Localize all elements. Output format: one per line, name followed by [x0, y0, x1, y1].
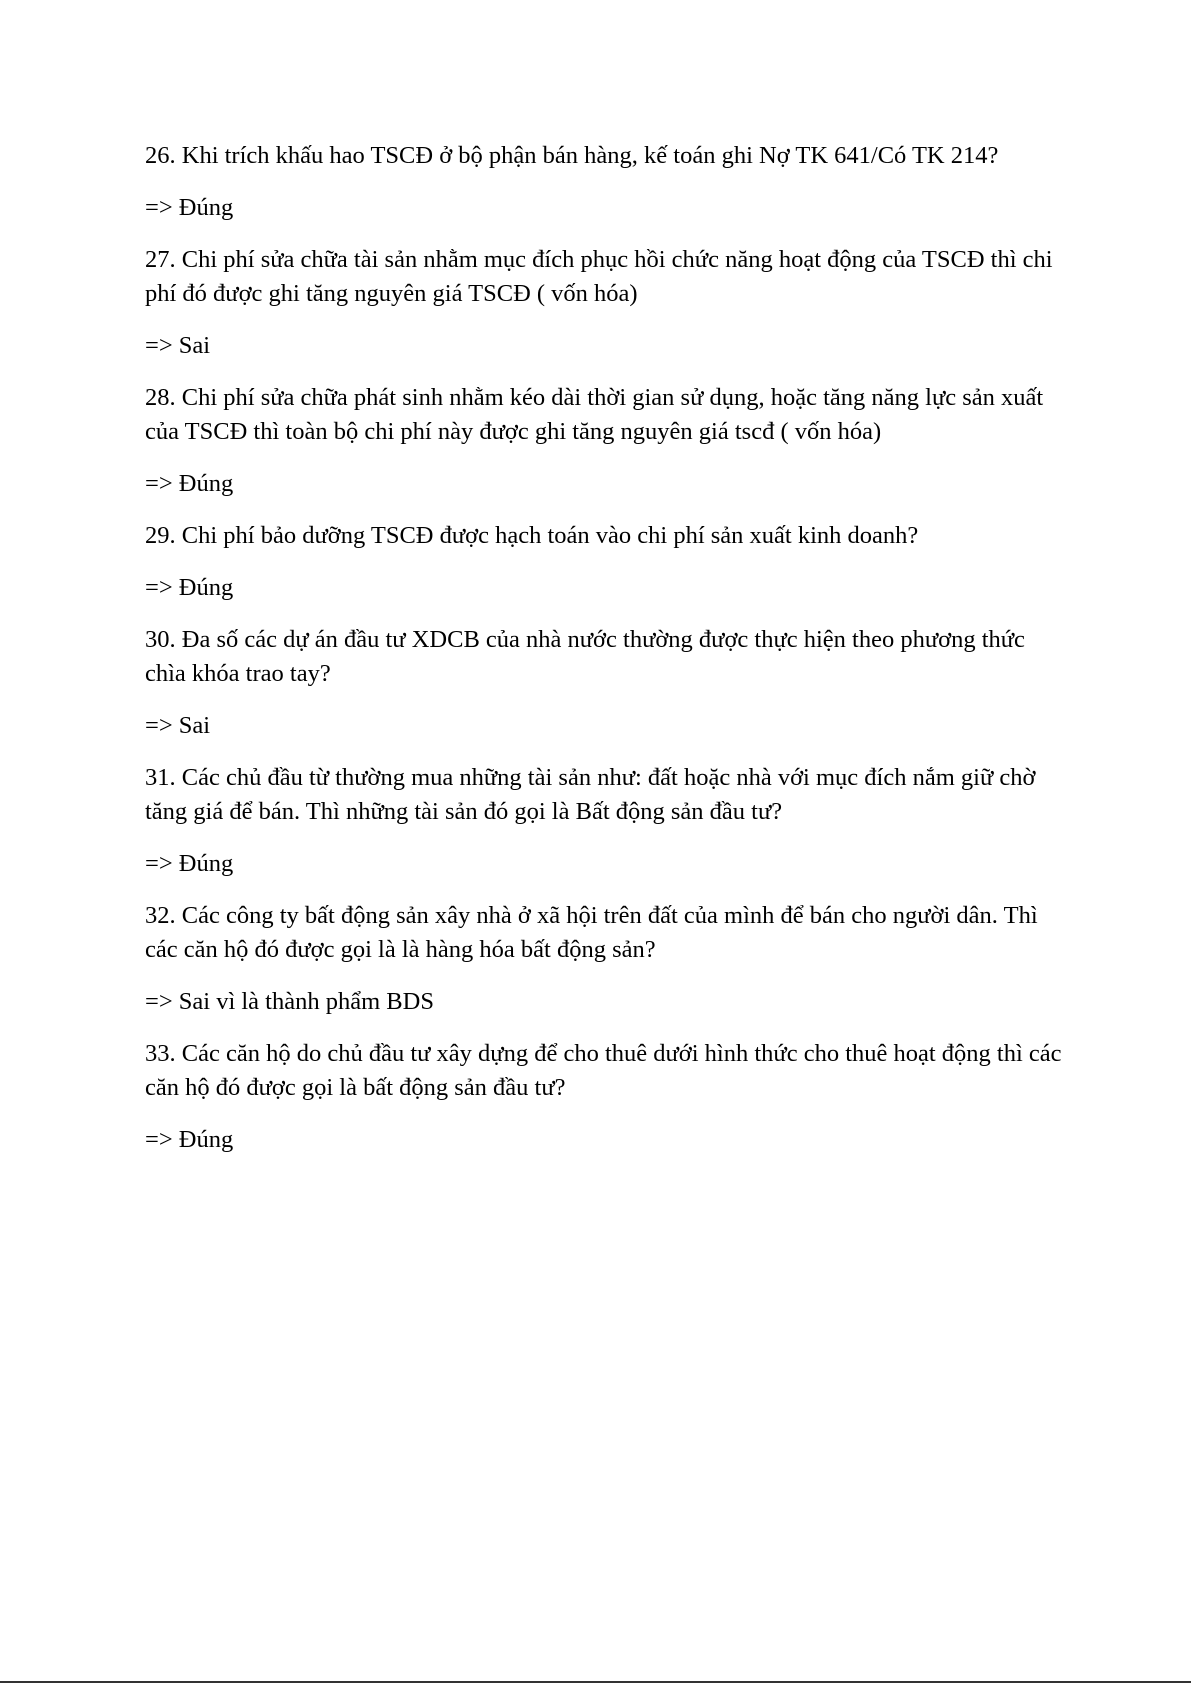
- answer-text: => Đúng: [145, 850, 234, 877]
- answer-text: => Sai vì là thành phẩm BDS: [145, 988, 434, 1015]
- question-text: 27. Chi phí sửa chữa tài sản nhằm mục đích phục hồi chức năng hoạt động của TSCĐ thì chi phí đó được ghi tăng nguyên giá TSCĐ ( vốn hóa): [145, 246, 1053, 307]
- qa-item-29: [145, 519, 1065, 605]
- answer-text: => Sai: [145, 332, 211, 359]
- answer-text: => Đúng: [145, 470, 234, 497]
- qa-item-28: [145, 381, 1065, 501]
- question-text: 33. Các căn hộ do chủ đầu tư xây dựng để cho thuê dưới hình thức cho thuê hoạt động thì các căn hộ đó được gọi là bất động sản đầu tư?: [145, 1040, 1062, 1101]
- qa-item-32: [145, 899, 1065, 1019]
- question-text: 31. Các chủ đầu từ thường mua những tài sản như: đất hoặc nhà với mục đích nắm giữ chờ tăng giá để bán. Thì những tài sản đó gọi là Bất động sản đầu tư?: [145, 764, 1036, 825]
- answer-text: => Sai: [145, 712, 211, 739]
- question-text: 28. Chi phí sửa chữa phát sinh nhằm kéo dài thời gian sử dụng, hoặc tăng năng lực sản xuất của TSCĐ thì toàn bộ chi phí này được ghi tăng nguyên giá tscđ ( vốn hóa): [145, 384, 1044, 445]
- qa-item-26: [145, 139, 1065, 225]
- document-page: [145, 139, 1065, 1175]
- qa-item-33: [145, 1037, 1065, 1157]
- qa-item-27: [145, 243, 1065, 363]
- question-text: 32. Các công ty bất động sản xây nhà ở xã hội trên đất của mình để bán cho người dân. Thì các căn hộ đó được gọi là là hàng hóa bất động sản?: [145, 902, 1038, 963]
- answer-text: => Đúng: [145, 574, 234, 601]
- question-text: 26. Khi trích khấu hao TSCĐ ở bộ phận bán hàng, kế toán ghi Nợ TK 641/Có TK 214?: [145, 142, 999, 169]
- answer-text: => Đúng: [145, 194, 234, 221]
- question-text: 30. Đa số các dự án đầu tư XDCB của nhà nước thường được thực hiện theo phương thức chìa khóa trao tay?: [145, 626, 1025, 687]
- page-bottom-divider: [0, 1681, 1191, 1683]
- question-text: 29. Chi phí bảo dưỡng TSCĐ được hạch toán vào chi phí sản xuất kinh doanh?: [145, 522, 919, 549]
- answer-text: => Đúng: [145, 1126, 234, 1153]
- qa-item-30: [145, 623, 1065, 743]
- qa-item-31: [145, 761, 1065, 881]
